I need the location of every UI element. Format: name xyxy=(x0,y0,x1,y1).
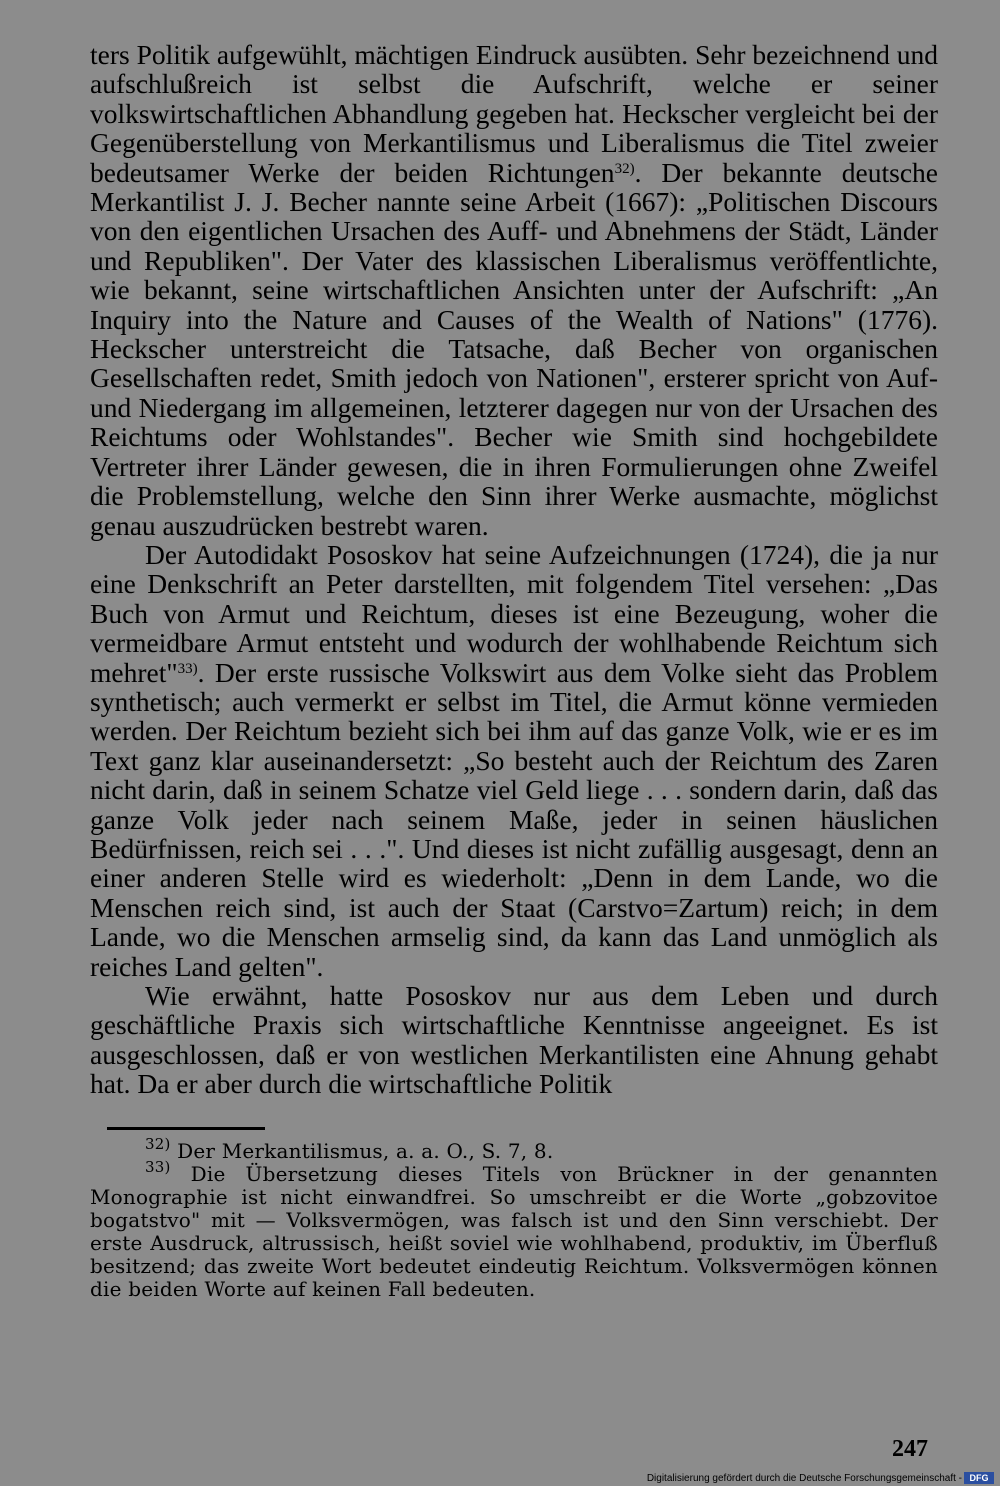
footnote-33 xyxy=(90,1157,938,1301)
paragraph-2-text-cont: . Der erste russische Volkswirt aus dem Volke sieht das Problem synthetisch; auch vermerkt er selbst im Titel, die Armut könne vermieden werden. Der Reichtum bezieht sich bei ihm auf das ganze Volk, wie er es im Text ganz klar auseinandersetzt: „So besteht auch der Reichtum des Zaren nicht darin, daß in seinem Schatze viel Geld liege . . . sondern darin, daß das ganze Volk jeder nach seinem Maße, jeder in seinen häuslichen Bedürfnissen, reich sei . . .". Und dieses ist nicht zufällig ausgesagt, denn an einer anderen Stelle wird es wiederholt: „Denn in dem Lande, wo die Menschen reich sind, ist auch der Staat (Carstvo=Zartum) reich; in dem Lande, wo die Menschen armselig sind, da kann das Land unmöglich als reiches Land gelten". xyxy=(90,656,938,982)
footnote-ref-32: 32) xyxy=(614,160,635,177)
paragraph-1-text-cont: . Der bekannte deutsche Merkantilist J. J. Becher nannte seine Arbeit (1667): „Politischen Discours von den eigentlichen Ursachen des Auff- und Abnehmens der Städt, Länder und Republiken". Der Vater des klassischen Liberalismus veröffentlichte, wie bekannt, seine wirtschaftlichen Ansichten unter der Aufschrift: „An Inquiry into the Nature and Causes of the Wealth of Nations" (1776). Heckscher unterstreicht die Tatsache, daß Becher von organischen Gesellschaften redet, Smith jedoch von Nationen", ersterer spricht von Auf- und Niedergang im allgemeinen, letzterer dagegen nur von der Ursachen des Reichtums oder Wohlstandes". Becher wie Smith sind hochgebildete Vertreter ihrer Länder gewesen, die in ihren Formulierungen ohne Zweifel die Problemstellung, welche den Sinn ihrer Werke ausmachte, möglichst genau auszudrücken bestrebt waren. xyxy=(90,156,938,541)
footnotes xyxy=(90,1134,938,1301)
footnote-divider xyxy=(107,1127,265,1130)
main-text xyxy=(90,40,938,1099)
paragraph-2 xyxy=(90,540,938,981)
footnote-ref-33: 33) xyxy=(177,660,198,677)
paragraph-3 xyxy=(90,981,938,1099)
footnote-marker: 32) xyxy=(145,1134,171,1153)
paragraph-1 xyxy=(90,40,938,540)
paragraph-3-text: Wie erwähnt, hatte Pososkov nur aus dem Leben und durch geschäftliche Praxis sich wirtschaftliche Kenntnisse angeeignet. Es ist ausgeschlossen, daß er von westlichen Merkantilisten eine Ahnung gehabt hat. Da er aber durch die wirtschaftliche Politik xyxy=(90,980,938,1100)
book-page xyxy=(90,40,938,1301)
digitization-credit: Digitalisierung gefördert durch die Deutsche Forschungsgemeinschaft - xyxy=(646,1473,962,1484)
footnote-text: Der Merkantilismus, a. a. O., S. 7, 8. xyxy=(170,1138,554,1163)
paragraph-2-text: Der Autodidakt Pososkov hat seine Aufzeichnungen (1724), die ja nur eine Denkschrift an Peter darstellten, mit folgendem Titel versehen: „Das Buch von Armut und Reichtum, dieses ist eine Bezeugung, woher die vermeidbare Armut entsteht und wodurch der wohlhabende Reichtum sich mehret" xyxy=(90,538,938,688)
footnote-32 xyxy=(90,1134,938,1163)
paragraph-1-text: ters Politik aufgewühlt, mächtigen Eindruck ausübten. Sehr bezeichnend und aufschlußreich ist selbst die Aufschrift, welche er seiner volkswirtschaftlichen Abhandlung gegeben hat. Heckscher vergleicht bei der Gegenüberstellung von Merkantilismus und Liberalismus die Titel zweier bedeutsamer Werke der beiden Richtungen xyxy=(90,39,938,188)
page-number: 247 xyxy=(892,1436,928,1462)
dfg-logo: DFG xyxy=(964,1472,994,1484)
footnote-text: Die Übersetzung dieses Titels von Brückner in der genannten Monographie ist nicht einwandfrei. So umschreibt er die Worte „gobzovitoe bogatstvo" mit — Volksvermögen, was falsch ist und den Sinn verschiebt. Der erste Ausdruck, altrussisch, heißt soviel wie wohlhabend, produktiv, im Überfluß besitzend; das zweite Wort bedeutet eindeutig Reichtum. Volksvermögen können die beiden Worte auf keinen Fall bedeuten. xyxy=(90,1161,938,1301)
footnote-marker: 33) xyxy=(145,1157,171,1176)
